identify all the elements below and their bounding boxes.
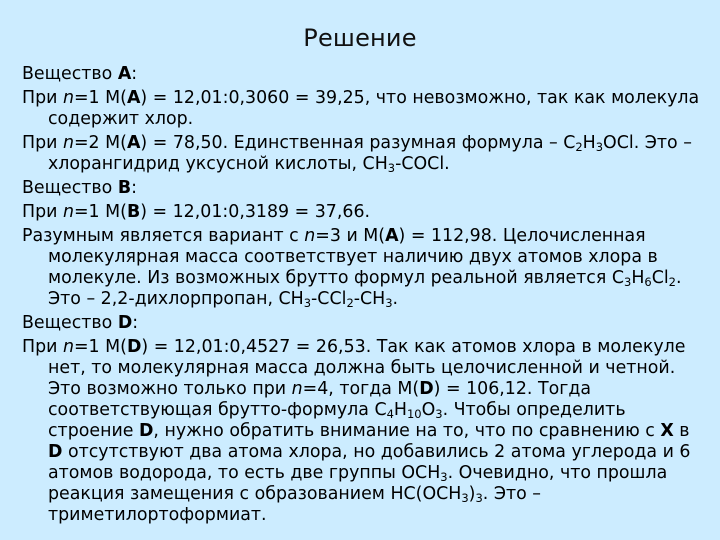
text-run: . Это – триметилортоформиат. [48,484,541,525]
text-run: . [392,289,399,309]
text-run: Вещество [22,64,118,84]
text-run: : [131,178,137,198]
subscript: 3 [385,295,393,310]
text-run: Cl [651,268,669,288]
text-run: в [673,421,690,441]
subscript: 2 [575,139,583,154]
text-run: , нужно обратить внимание на то, что по сравнению с [153,421,661,441]
variable-n: n [291,379,303,399]
subscript: 3 [461,490,469,505]
solution-body [22,64,702,529]
subscript: 3 [303,295,312,310]
subscript: 3 [387,160,396,175]
subscript: 3 [440,469,448,484]
subscript: 3 [595,139,604,154]
text-run: . Чтобы определить строение [48,400,626,441]
substance-letter: A [126,88,141,108]
substance-letter: D [48,442,63,462]
text-run: Вещество [22,313,118,333]
text-run: OCl. Это – хлорангидрид уксусной кислоты, CH [48,133,692,174]
text-run: =2 М( [73,133,127,153]
subscript: 3 [624,274,632,289]
text-run: =4, тогда М( [302,379,420,399]
substance-letter: X [660,421,674,441]
text-run: =1 М( [73,337,127,357]
subscript: 6 [644,274,652,289]
text-run: При [22,337,63,357]
subscript: 2 [346,295,354,310]
text-run: Вещество [22,178,118,198]
text-run: =3 и М( [315,226,386,246]
paragraph [22,64,702,85]
paragraph [22,226,702,310]
subscript: 10 [406,406,422,421]
text-run: отсутствуют два атома хлора, но добавились 2 атома углерода и 6 атомов водорода, то есть две группы OCH [48,442,691,483]
paragraph [22,202,702,223]
variable-n: n [62,337,74,357]
text-run: -CH [353,289,386,309]
text-run: ) = 78,50. Единственная разумная формула – C [140,133,576,153]
text-run: ) = 12,01:0,4527 = 26,53. Так как атомов хлора в молекуле нет, то молекулярная масса должна быть целочисленной и четной. Это возможно только при [48,337,686,399]
text-run: =1 М( [73,202,127,222]
paragraph [22,88,702,130]
substance-letter: D [138,421,154,441]
variable-n: n [62,202,74,222]
text-run: : [131,64,138,84]
paragraph [22,178,702,199]
text-run: ) = 12,01:0,3189 = 37,66. [140,202,371,222]
variable-n: n [304,226,316,246]
substance-letter: D [117,313,133,333]
substance-letter: A [126,133,141,153]
text-run: H [582,133,596,153]
text-run: . Очевидно, что прошла реакция замещения с образованием HC(OCH [48,463,668,504]
text-run: При [22,88,63,108]
text-run: ) = 112,98. Целочисленная молекулярная масса соответствует наличию двух атомов хлора в молекуле. Из возможных брутто формул реальной является C [48,226,658,288]
paragraph [22,133,702,175]
variable-n: n [62,88,74,108]
subscript: 3 [435,406,443,421]
text-run: O [421,400,436,420]
paragraph [22,337,702,526]
text-run: -COCl. [395,154,450,174]
substance-letter: D [419,379,434,399]
text-run: ) = 12,01:0,3060 = 39,25, что невозможно, так как молекула содержит хлор. [48,88,700,129]
substance-letter: B [126,202,141,222]
text-run: ) [468,484,476,504]
text-run: : [132,313,139,333]
text-run: -CCl [311,289,347,309]
substance-letter: A [385,226,399,246]
text-run: При [22,202,63,222]
variable-n: n [62,133,74,153]
subscript: 4 [386,406,394,421]
substance-letter: D [126,337,142,357]
text-run: H [631,268,645,288]
paragraph [22,313,702,334]
subscript: 3 [475,490,483,505]
substance-letter: A [117,64,132,84]
text-run: Разумным является вариант с [22,226,305,246]
slide-title: Решение [303,24,417,52]
text-run: H [393,400,407,420]
text-run: =1 М( [73,88,127,108]
subscript: 2 [668,274,676,289]
text-run: . Это – 2,2-дихлорпропан, CH [48,268,682,309]
text-run: ) = 106,12. Тогда соответствующая брутто-формула C [48,379,592,420]
text-run: При [22,133,63,153]
substance-letter: B [117,178,132,198]
